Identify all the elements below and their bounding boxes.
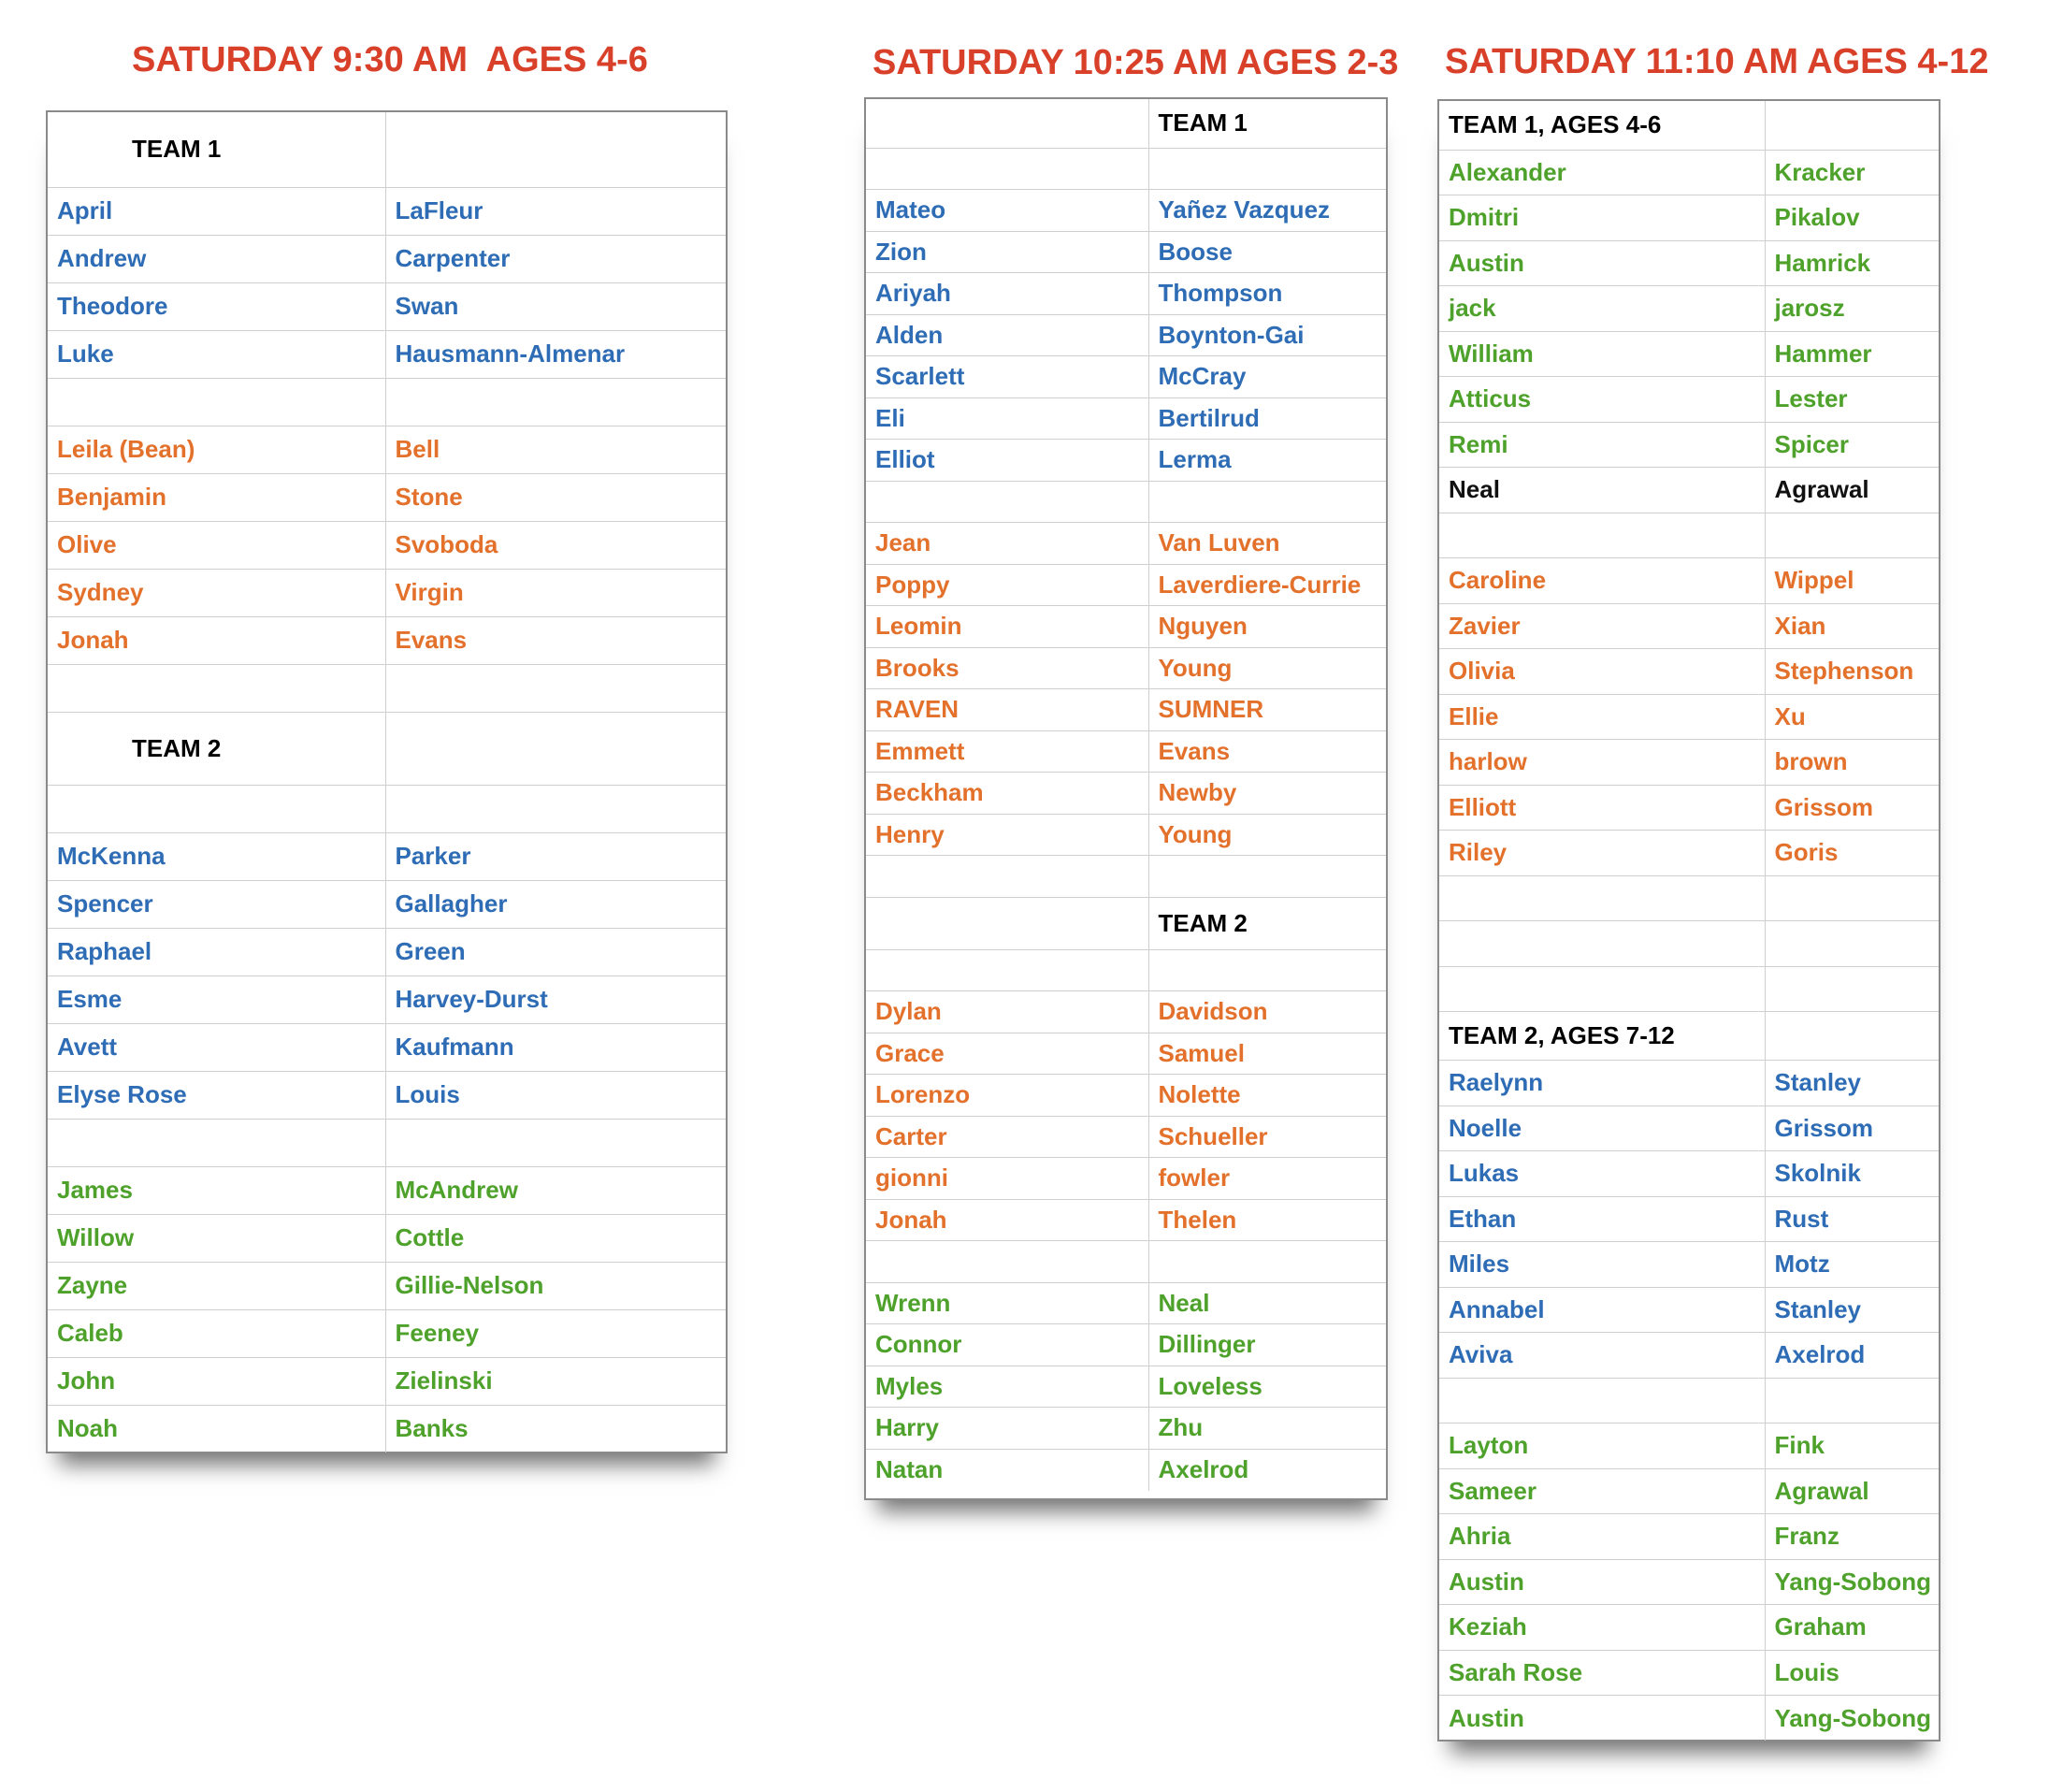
roster-table xyxy=(48,112,726,1452)
first-name: Elyse Rose xyxy=(48,1071,385,1119)
first-name: Natan xyxy=(866,1449,1148,1491)
first-name: Caleb xyxy=(48,1309,385,1357)
empty-cell xyxy=(1439,921,1765,967)
last-name: Agrawal xyxy=(1765,468,1939,513)
last-name: Banks xyxy=(385,1405,726,1452)
player-row xyxy=(866,190,1386,232)
player-row xyxy=(48,1405,726,1452)
player-row xyxy=(1439,831,1939,876)
last-name: Dillinger xyxy=(1148,1324,1386,1366)
last-name: Motz xyxy=(1765,1242,1939,1288)
empty-cell xyxy=(48,785,385,832)
last-name: Nolette xyxy=(1148,1075,1386,1117)
roster-sheet-1025 xyxy=(864,97,1388,1500)
last-name: McCray xyxy=(1148,356,1386,398)
last-name: Young xyxy=(1148,814,1386,856)
last-name: Agrawal xyxy=(1765,1468,1939,1514)
blank-row xyxy=(866,949,1386,991)
first-name: Wrenn xyxy=(866,1282,1148,1324)
first-name: Leila (Bean) xyxy=(48,426,385,473)
last-name: Gallagher xyxy=(385,880,726,928)
empty-cell xyxy=(866,897,1148,949)
first-name: Harry xyxy=(866,1408,1148,1450)
first-name: Noelle xyxy=(1439,1106,1765,1151)
blank-row xyxy=(1439,513,1939,558)
first-name: McKenna xyxy=(48,832,385,880)
first-name: Ethan xyxy=(1439,1196,1765,1242)
player-row xyxy=(866,314,1386,356)
last-name: Stanley xyxy=(1765,1287,1939,1333)
player-row xyxy=(1439,468,1939,513)
empty-cell xyxy=(1148,1241,1386,1283)
player-row xyxy=(48,1214,726,1262)
player-row xyxy=(48,928,726,975)
player-row xyxy=(48,616,726,664)
first-name: Elliott xyxy=(1439,785,1765,831)
first-name: Caroline xyxy=(1439,558,1765,604)
player-row xyxy=(1439,740,1939,786)
last-name: Gillie-Nelson xyxy=(385,1262,726,1309)
player-row xyxy=(48,1023,726,1071)
last-name: Thompson xyxy=(1148,273,1386,315)
first-name: Connor xyxy=(866,1324,1148,1366)
player-row xyxy=(866,1075,1386,1117)
blank-row xyxy=(1439,921,1939,967)
blank-row xyxy=(48,378,726,426)
last-name: McAndrew xyxy=(385,1166,726,1214)
first-name: Ariyah xyxy=(866,273,1148,315)
empty-cell xyxy=(1439,513,1765,558)
empty-cell xyxy=(1765,875,1939,921)
player-row xyxy=(1439,1468,1939,1514)
first-name: Alexander xyxy=(1439,150,1765,195)
first-name: Lukas xyxy=(1439,1151,1765,1197)
player-row xyxy=(866,1324,1386,1366)
blank-row xyxy=(866,1241,1386,1283)
first-name: William xyxy=(1439,331,1765,377)
player-row xyxy=(866,1408,1386,1450)
first-name: Austin xyxy=(1439,1559,1765,1605)
player-row xyxy=(866,730,1386,773)
first-name: Carter xyxy=(866,1116,1148,1158)
player-row xyxy=(1439,1559,1939,1605)
last-name: Newby xyxy=(1148,773,1386,815)
player-row xyxy=(1439,603,1939,649)
player-row xyxy=(1439,377,1939,423)
last-name: Pikalov xyxy=(1765,195,1939,241)
empty-cell xyxy=(1765,1378,1939,1423)
last-name: jarosz xyxy=(1765,286,1939,332)
empty-cell xyxy=(48,378,385,426)
first-name: jack xyxy=(1439,286,1765,332)
player-row xyxy=(1439,1514,1939,1560)
first-name: Ellie xyxy=(1439,694,1765,740)
first-name: Myles xyxy=(866,1366,1148,1408)
player-row xyxy=(866,273,1386,315)
first-name: Noah xyxy=(48,1405,385,1452)
last-name: Rust xyxy=(1765,1196,1939,1242)
first-name: Spencer xyxy=(48,880,385,928)
player-row xyxy=(1439,1196,1939,1242)
first-name: April xyxy=(48,187,385,235)
player-row xyxy=(866,1158,1386,1200)
first-name: Zavier xyxy=(1439,603,1765,649)
player-row xyxy=(48,330,726,378)
first-name: Emmett xyxy=(866,730,1148,773)
player-row xyxy=(48,1166,726,1214)
last-name: Spicer xyxy=(1765,422,1939,468)
player-row xyxy=(1439,785,1939,831)
player-row xyxy=(866,991,1386,1033)
player-row xyxy=(1439,694,1939,740)
first-name: Olivia xyxy=(1439,649,1765,695)
first-name: Austin xyxy=(1439,240,1765,286)
empty-cell xyxy=(1765,1012,1939,1061)
player-row xyxy=(1439,1423,1939,1469)
player-row xyxy=(866,1449,1386,1491)
last-name: Bell xyxy=(385,426,726,473)
empty-cell xyxy=(385,664,726,712)
player-row xyxy=(1439,1061,1939,1106)
player-row xyxy=(866,647,1386,689)
first-name: Avett xyxy=(48,1023,385,1071)
last-name: Skolnik xyxy=(1765,1151,1939,1197)
empty-cell xyxy=(866,148,1148,190)
last-name: Louis xyxy=(1765,1650,1939,1696)
player-row xyxy=(866,397,1386,440)
player-row xyxy=(1439,649,1939,695)
first-name: Jonah xyxy=(866,1199,1148,1241)
first-name: Atticus xyxy=(1439,377,1765,423)
player-row xyxy=(866,814,1386,856)
player-row xyxy=(48,569,726,616)
player-row xyxy=(866,523,1386,565)
first-name: Sydney xyxy=(48,569,385,616)
last-name: Fink xyxy=(1765,1423,1939,1469)
player-row xyxy=(48,1071,726,1119)
first-name: Willow xyxy=(48,1214,385,1262)
first-name: Brooks xyxy=(866,647,1148,689)
player-row xyxy=(48,426,726,473)
empty-cell xyxy=(385,785,726,832)
last-name: Zielinski xyxy=(385,1357,726,1405)
first-name: Sarah Rose xyxy=(1439,1650,1765,1696)
first-name: Raelynn xyxy=(1439,1061,1765,1106)
first-name: Lorenzo xyxy=(866,1075,1148,1117)
first-name: Zion xyxy=(866,231,1148,273)
blank-row xyxy=(1439,966,1939,1012)
last-name: Samuel xyxy=(1148,1033,1386,1075)
blank-row xyxy=(866,856,1386,898)
roster-sheet-0930 xyxy=(46,110,728,1453)
first-name: RAVEN xyxy=(866,689,1148,731)
player-row xyxy=(48,832,726,880)
last-name: SUMNER xyxy=(1148,689,1386,731)
first-name: Jean xyxy=(866,523,1148,565)
last-name: Davidson xyxy=(1148,991,1386,1033)
last-name: Cottle xyxy=(385,1214,726,1262)
first-name: Keziah xyxy=(1439,1605,1765,1651)
player-row xyxy=(48,1309,726,1357)
player-row xyxy=(1439,195,1939,241)
last-name: Lester xyxy=(1765,377,1939,423)
last-name: Swan xyxy=(385,282,726,330)
last-name: Loveless xyxy=(1148,1366,1386,1408)
first-name: Dmitri xyxy=(1439,195,1765,241)
last-name: Yang-Sobong xyxy=(1765,1559,1939,1605)
first-name: Alden xyxy=(866,314,1148,356)
empty-cell xyxy=(1148,856,1386,898)
last-name: Franz xyxy=(1765,1514,1939,1560)
first-name: Luke xyxy=(48,330,385,378)
first-name: Esme xyxy=(48,975,385,1023)
first-name: Andrew xyxy=(48,235,385,282)
player-row xyxy=(866,440,1386,482)
first-name: Beckham xyxy=(866,773,1148,815)
player-row xyxy=(48,880,726,928)
last-name: Axelrod xyxy=(1765,1333,1939,1379)
last-name: Bertilrud xyxy=(1148,397,1386,440)
last-name: Feeney xyxy=(385,1309,726,1357)
last-name: Thelen xyxy=(1148,1199,1386,1241)
empty-cell xyxy=(866,949,1148,991)
first-name: Theodore xyxy=(48,282,385,330)
empty-cell xyxy=(866,1241,1148,1283)
player-row xyxy=(1439,286,1939,332)
player-row xyxy=(48,282,726,330)
player-row xyxy=(866,231,1386,273)
first-name: Raphael xyxy=(48,928,385,975)
player-row xyxy=(1439,1333,1939,1379)
first-name: Mateo xyxy=(866,190,1148,232)
first-name: Grace xyxy=(866,1033,1148,1075)
first-name: Miles xyxy=(1439,1242,1765,1288)
team-heading: TEAM 1, AGES 4-6 xyxy=(1439,101,1765,150)
last-name: Kracker xyxy=(1765,150,1939,195)
last-name: Yang-Sobong xyxy=(1765,1696,1939,1741)
team-heading: TEAM 1 xyxy=(1148,99,1386,148)
first-name: John xyxy=(48,1357,385,1405)
last-name: Yañez Vazquez xyxy=(1148,190,1386,232)
empty-cell xyxy=(385,712,726,785)
last-name: Grissom xyxy=(1765,785,1939,831)
first-name: Riley xyxy=(1439,831,1765,876)
last-name: fowler xyxy=(1148,1158,1386,1200)
last-name: Stone xyxy=(385,473,726,521)
empty-cell xyxy=(1765,513,1939,558)
player-row xyxy=(866,1366,1386,1408)
empty-cell xyxy=(385,378,726,426)
first-name: harlow xyxy=(1439,740,1765,786)
last-name: Harvey-Durst xyxy=(385,975,726,1023)
player-row xyxy=(866,1282,1386,1324)
first-name: Henry xyxy=(866,814,1148,856)
last-name: Parker xyxy=(385,832,726,880)
roster-table xyxy=(1439,101,1939,1741)
team-heading: TEAM 2 xyxy=(48,712,385,785)
blank-row xyxy=(866,481,1386,523)
blank-row xyxy=(1439,1378,1939,1423)
player-row xyxy=(48,473,726,521)
blank-row xyxy=(866,148,1386,190)
first-name: Austin xyxy=(1439,1696,1765,1741)
player-row xyxy=(866,1199,1386,1241)
player-row xyxy=(866,1116,1386,1158)
first-name: Neal xyxy=(1439,468,1765,513)
last-name: Van Luven xyxy=(1148,523,1386,565)
last-name: Xian xyxy=(1765,603,1939,649)
empty-cell xyxy=(1765,921,1939,967)
first-name: Ahria xyxy=(1439,1514,1765,1560)
first-name: Poppy xyxy=(866,564,1148,606)
first-name: Dylan xyxy=(866,991,1148,1033)
player-row xyxy=(48,1357,726,1405)
last-name: Zhu xyxy=(1148,1408,1386,1450)
empty-cell xyxy=(48,664,385,712)
player-row xyxy=(1439,422,1939,468)
empty-cell xyxy=(1765,101,1939,150)
last-name: Xu xyxy=(1765,694,1939,740)
player-row xyxy=(866,564,1386,606)
team-heading: TEAM 2, AGES 7-12 xyxy=(1439,1012,1765,1061)
first-name: Sameer xyxy=(1439,1468,1765,1514)
last-name: Hamrick xyxy=(1765,240,1939,286)
team-header-row xyxy=(1439,1012,1939,1061)
empty-cell xyxy=(1439,966,1765,1012)
player-row xyxy=(866,606,1386,648)
first-name: Elliot xyxy=(866,440,1148,482)
blank-row xyxy=(48,1119,726,1166)
last-name: Stephenson xyxy=(1765,649,1939,695)
empty-cell xyxy=(385,1119,726,1166)
team-header-row xyxy=(866,99,1386,148)
first-name: Aviva xyxy=(1439,1333,1765,1379)
roster-sheet-1110 xyxy=(1437,99,1940,1741)
team-header-row xyxy=(48,112,726,187)
first-name: Zayne xyxy=(48,1262,385,1309)
team-heading: TEAM 2 xyxy=(1148,897,1386,949)
player-row xyxy=(48,975,726,1023)
first-name: Jonah xyxy=(48,616,385,664)
roster-table xyxy=(866,99,1386,1491)
player-row xyxy=(1439,240,1939,286)
player-row xyxy=(866,689,1386,731)
player-row xyxy=(1439,1242,1939,1288)
empty-cell xyxy=(1765,966,1939,1012)
last-name: Nguyen xyxy=(1148,606,1386,648)
player-row xyxy=(1439,1287,1939,1333)
blank-row xyxy=(48,785,726,832)
player-row xyxy=(866,356,1386,398)
last-name: Green xyxy=(385,928,726,975)
first-name: Scarlett xyxy=(866,356,1148,398)
last-name: Graham xyxy=(1765,1605,1939,1651)
team-header-row xyxy=(866,897,1386,949)
player-row xyxy=(48,187,726,235)
first-name: Layton xyxy=(1439,1423,1765,1469)
empty-cell xyxy=(866,481,1148,523)
first-name: Leomin xyxy=(866,606,1148,648)
schedule-title-1110: SATURDAY 11:10 AM AGES 4-12 xyxy=(1445,42,1989,81)
player-row xyxy=(48,521,726,569)
player-row xyxy=(866,773,1386,815)
player-row xyxy=(1439,331,1939,377)
last-name: brown xyxy=(1765,740,1939,786)
last-name: Virgin xyxy=(385,569,726,616)
empty-cell xyxy=(1148,949,1386,991)
schedule-title-1025: SATURDAY 10:25 AM AGES 2-3 xyxy=(873,43,1399,82)
empty-cell xyxy=(1148,148,1386,190)
empty-cell xyxy=(1439,1378,1765,1423)
last-name: Laverdiere-Currie xyxy=(1148,564,1386,606)
player-row xyxy=(48,235,726,282)
first-name: gionni xyxy=(866,1158,1148,1200)
blank-row xyxy=(48,664,726,712)
first-name: James xyxy=(48,1166,385,1214)
last-name: Stanley xyxy=(1765,1061,1939,1106)
last-name: Boynton-Gai xyxy=(1148,314,1386,356)
last-name: LaFleur xyxy=(385,187,726,235)
blank-row xyxy=(1439,875,1939,921)
empty-cell xyxy=(866,856,1148,898)
last-name: Boose xyxy=(1148,231,1386,273)
last-name: Axelrod xyxy=(1148,1449,1386,1491)
last-name: Lerma xyxy=(1148,440,1386,482)
last-name: Evans xyxy=(385,616,726,664)
player-row xyxy=(866,1033,1386,1075)
last-name: Grissom xyxy=(1765,1106,1939,1151)
team-header-row xyxy=(48,712,726,785)
last-name: Young xyxy=(1148,647,1386,689)
empty-cell xyxy=(1148,481,1386,523)
last-name: Hammer xyxy=(1765,331,1939,377)
first-name: Annabel xyxy=(1439,1287,1765,1333)
team-header-row xyxy=(1439,101,1939,150)
last-name: Wippel xyxy=(1765,558,1939,604)
player-row xyxy=(1439,1151,1939,1197)
empty-cell xyxy=(48,1119,385,1166)
empty-cell xyxy=(1439,875,1765,921)
player-row xyxy=(1439,1650,1939,1696)
first-name: Olive xyxy=(48,521,385,569)
schedule-title-0930: SATURDAY 9:30 AM AGES 4-6 xyxy=(132,40,648,79)
first-name: Eli xyxy=(866,397,1148,440)
player-row xyxy=(1439,1696,1939,1741)
player-row xyxy=(1439,558,1939,604)
empty-cell xyxy=(385,112,726,187)
last-name: Kaufmann xyxy=(385,1023,726,1071)
last-name: Hausmann-Almenar xyxy=(385,330,726,378)
last-name: Goris xyxy=(1765,831,1939,876)
player-row xyxy=(1439,1605,1939,1651)
last-name: Svoboda xyxy=(385,521,726,569)
player-row xyxy=(1439,150,1939,195)
team-heading: TEAM 1 xyxy=(48,112,385,187)
last-name: Evans xyxy=(1148,730,1386,773)
empty-cell xyxy=(866,99,1148,148)
player-row xyxy=(48,1262,726,1309)
last-name: Carpenter xyxy=(385,235,726,282)
first-name: Benjamin xyxy=(48,473,385,521)
last-name: Neal xyxy=(1148,1282,1386,1324)
player-row xyxy=(1439,1106,1939,1151)
last-name: Schueller xyxy=(1148,1116,1386,1158)
last-name: Louis xyxy=(385,1071,726,1119)
first-name: Remi xyxy=(1439,422,1765,468)
